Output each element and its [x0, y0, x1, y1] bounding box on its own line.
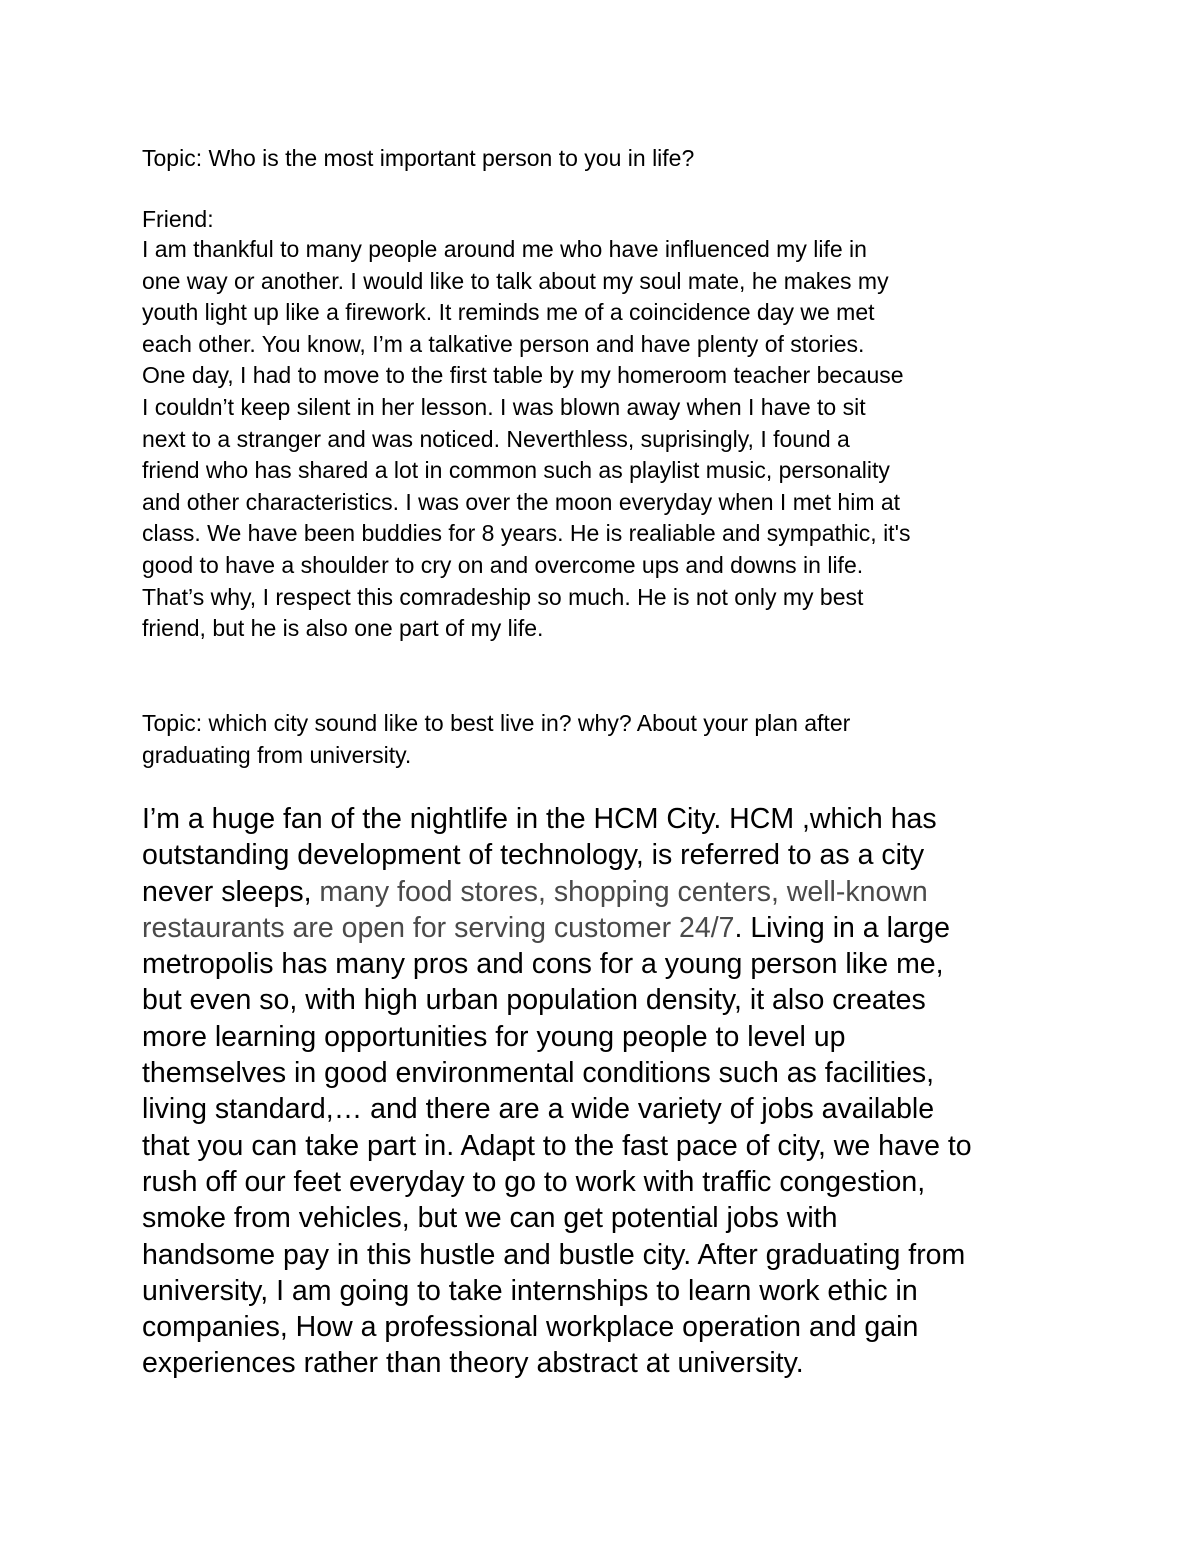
paragraph-2-text-black: never sleeps, — [142, 875, 312, 908]
topic-heading-2 — [142, 708, 850, 771]
paragraph-2 — [142, 801, 972, 1382]
paragraph-2-line: but even so, with high urban population density, it also creates — [142, 984, 926, 1017]
paragraph-1-line: youth light up like a firework. It reminds me of a coincidence day we met — [142, 299, 875, 326]
paragraph-1-line: That’s why, I respect this comradeship so much. He is not only my best — [142, 583, 864, 610]
paragraph-1-line: class. We have been buddies for 8 years. He is realiable and sympathic, it's — [142, 520, 911, 547]
paragraph-2-line-mixed — [142, 910, 972, 946]
paragraph-1-line: I couldn’t keep silent in her lesson. I was blown away when I have to sit — [142, 393, 866, 420]
topic-heading-2-line: graduating from university. — [142, 741, 412, 768]
paragraph-2-text-gray: many food stores, shopping centers, well-known — [311, 875, 928, 908]
paragraph-1-line: friend, but he is also one part of my life. — [142, 615, 544, 642]
speaker-label: Friend: — [142, 206, 214, 232]
paragraph-2-line: handsome pay in this hustle and bustle city. After graduating from — [142, 1238, 966, 1271]
paragraph-2-line: more learning opportunities for young people to level up — [142, 1020, 846, 1053]
paragraph-2-line: themselves in good environmental conditions such as facilities, — [142, 1057, 935, 1090]
paragraph-2-line: companies, How a professional workplace operation and gain — [142, 1311, 919, 1344]
paragraph-2-line: that you can take part in. Adapt to the fast pace of city, we have to — [142, 1129, 972, 1162]
paragraph-1-line: friend who has shared a lot in common such as playlist music, personality — [142, 457, 890, 484]
paragraph-2-line: experiences rather than theory abstract at university. — [142, 1347, 804, 1380]
paragraph-2-line-mixed — [142, 874, 972, 910]
paragraph-2-line: outstanding development of technology, is referred to as a city — [142, 839, 925, 872]
paragraph-2-line: rush off our feet everyday to go to work with traffic congestion, — [142, 1165, 926, 1198]
paragraph-1-line: good to have a shoulder to cry on and overcome ups and downs in life. — [142, 551, 864, 578]
paragraph-1-line: and other characteristics. I was over the moon everyday when I met him at — [142, 488, 901, 515]
paragraph-1-line: I am thankful to many people around me who have influenced my life in — [142, 236, 867, 262]
paragraph-2-line: living standard,… and there are a wide variety of jobs available — [142, 1093, 935, 1126]
paragraph-1-line: one way or another. I would like to talk about my soul mate, he makes my — [142, 267, 889, 294]
paragraph-1-line: next to a stranger and was noticed. Neverthless, suprisingly, I found a — [142, 425, 850, 452]
paragraph-2-line: smoke from vehicles, but we can get potential jobs with — [142, 1202, 838, 1235]
paragraph-2-line: I’m a huge fan of the nightlife in the HCM City. HCM ,which has — [142, 803, 937, 835]
paragraph-1-line: One day, I had to move to the first table by my homeroom teacher because — [142, 362, 904, 389]
topic-heading-2-line: Topic: which city sound like to best live in? why? About your plan after — [142, 710, 851, 736]
paragraph-2-text-black: . Living in a large — [734, 911, 950, 944]
paragraph-2-line: metropolis has many pros and cons for a young person like me, — [142, 948, 944, 981]
paragraph-1 — [142, 234, 910, 645]
paragraph-1-line: each other. You know, I’m a talkative person and have plenty of stories. — [142, 330, 865, 357]
topic-heading-1: Topic: Who is the most important person to you in life? — [142, 145, 695, 171]
paragraph-2-line: university, I am going to take internships to learn work ethic in — [142, 1274, 918, 1307]
paragraph-2-text-gray: restaurants are open for serving customer 24/7 — [142, 911, 735, 944]
